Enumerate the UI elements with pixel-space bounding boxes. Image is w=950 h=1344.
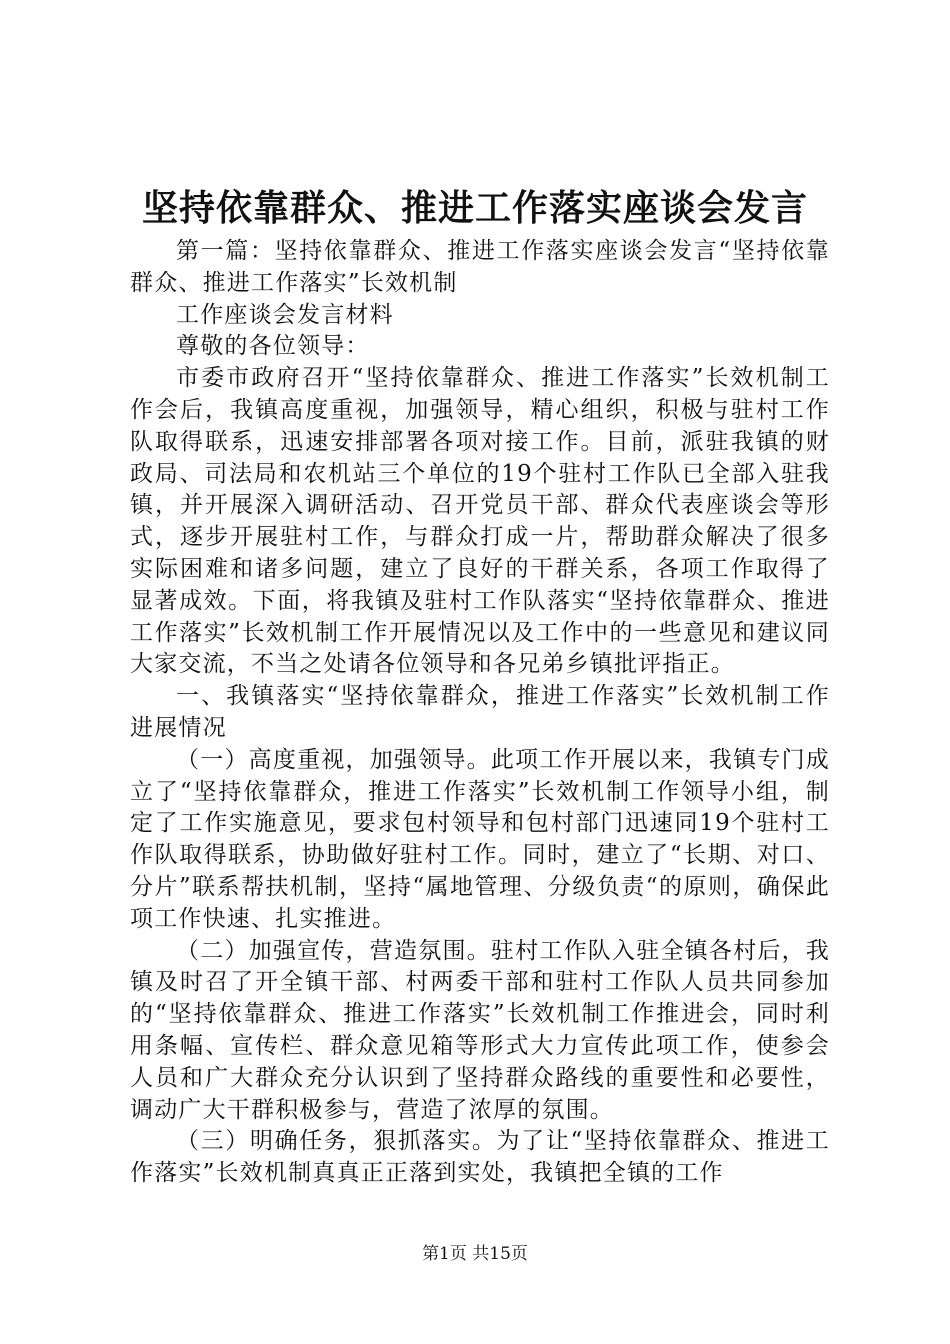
paragraph-main: 市委市政府召开“坚持依靠群众、推进工作落实”长效机制工作会后，我镇高度重视，加强领导，精心组织，积极与驻村工作队取得联系，迅速安排部署各项对接工作。目前，派驻我镇的财政局、司法局和农机站三个单位的19个驻村工作队已全部入驻我镇，并开展深入调研活动、召开党员干部、群众代表座谈会等形式，逐步开展驻村工作，与群众打成一片，帮助群众解决了很多实际困难和诸多问题，建立了良好的干群关系，各项工作取得了显著成效。下面，将我镇及驻村工作队落实“坚持依靠群众、推进工作落实”长效机制工作开展情况以及工作中的一些意见和建议同大家交流，不当之处请各位领导和各兄弟乡镇批评指正。: [130, 365, 830, 678]
paragraph-subtitle: 工作座谈会发言材料: [176, 301, 394, 328]
paragraph-item-3: （三）明确任务，狠抓落实。为了让“坚持依靠群众、推进工作落实”长效机制真真正正落到实处，我镇把全镇的工作: [130, 1128, 830, 1187]
paragraph-item-1: （一）高度重视，加强领导。此项工作开展以来，我镇专门成立了“坚持依靠群众，推进工作落实”长效机制工作领导小组，制定了工作实施意见，要求包村领导和包村部门迅速同19个驻村工作队取得联系，协助做好驻村工作。同时，建立了“长期、对口、分片”联系帮扶机制，坚持“属地管理、分级负责“的原则，确保此项工作快速、扎实推进。: [130, 746, 830, 932]
document-body: [130, 236, 830, 1190]
page-footer: 第1页 共15页: [422, 1244, 528, 1264]
paragraph-salutation: 尊敬的各位领导：: [176, 333, 370, 360]
paragraph-intro: 第一篇：坚持依靠群众、推进工作落实座谈会发言“坚持依靠群众、推进工作落实”长效机制: [130, 238, 830, 296]
paragraph-item-2: （二）加强宣传，营造氛围。驻村工作队入驻全镇各村后，我镇及时召了开全镇干部、村两委干部和驻村工作队人员共同参加的“坚持依靠群众、推进工作落实”长效机制工作推进会，同时利用条幅、宣传栏、群众意见箱等形式大力宣传此项工作，使参会人员和广大群众充分认识到了坚持群众路线的重要性和必要性，调动广大干群积极参与，营造了浓厚的氛围。: [130, 937, 830, 1123]
document-title: 坚持依靠群众、推进工作落实座谈会发言: [141, 187, 808, 229]
section-heading-1: 一、我镇落实“坚持依靠群众，推进工作落实”长效机制工作进展情况: [130, 683, 830, 741]
